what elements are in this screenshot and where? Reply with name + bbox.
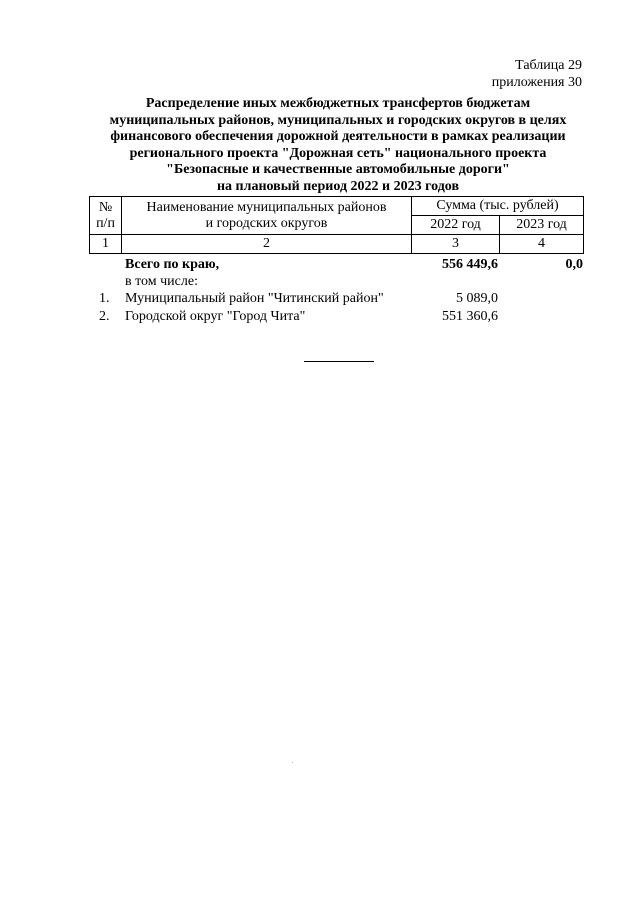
row-number: 1. [99,291,110,306]
total-value-2023: 0,0 [565,257,583,272]
table-reference [492,57,582,91]
index-cell: 1 [90,235,122,254]
header-name-line1: Наименование муниципальных районов [146,199,387,215]
header-sum-cell: Сумма (тыс. рублей) [412,197,584,216]
document-title [100,96,576,195]
header-year-2022: 2022 год [412,216,500,235]
row-value-2022: 5 089,0 [456,291,498,306]
index-cell: 4 [500,235,584,254]
scan-speck [292,762,293,763]
table-number-label: Таблица 29 [515,58,582,73]
header-name-line2: и городских округов [205,215,328,231]
row-value-2022: 551 360,6 [442,309,498,324]
total-label: Всего по краю, [125,257,220,272]
index-cell: 3 [412,235,500,254]
title-line: муниципальных районов, муниципальных и городских округов в целях [109,112,567,128]
header-year-2023: 2023 год [500,216,584,235]
index-cell: 2 [122,235,412,254]
end-divider [304,361,374,362]
title-line: на плановый период 2022 и 2023 годов [216,178,460,194]
appendix-label: приложения 30 [491,75,582,90]
header-num-cell [90,197,122,235]
table-header [89,196,584,254]
title-line: регионального проекта "Дорожная сеть" национального проекта [129,145,547,161]
title-line: "Безопасные и качественные автомобильные дороги" [166,162,510,177]
total-sub-label: в том числе: [125,274,198,289]
row-name: Городской округ "Город Чита" [125,309,306,324]
total-value-2022: 556 449,6 [442,257,498,272]
row-name: Муниципальный район "Читинский район" [125,291,384,306]
header-num-line1: № [98,199,113,215]
title-line: финансового обеспечения дорожной деятельности в рамках реализации [110,129,566,144]
header-num-line2: п/п [96,215,115,231]
row-number: 2. [99,309,110,324]
header-name-cell [122,197,412,235]
title-line: Распределение иных межбюджетных трансфертов бюджетам [145,96,531,111]
